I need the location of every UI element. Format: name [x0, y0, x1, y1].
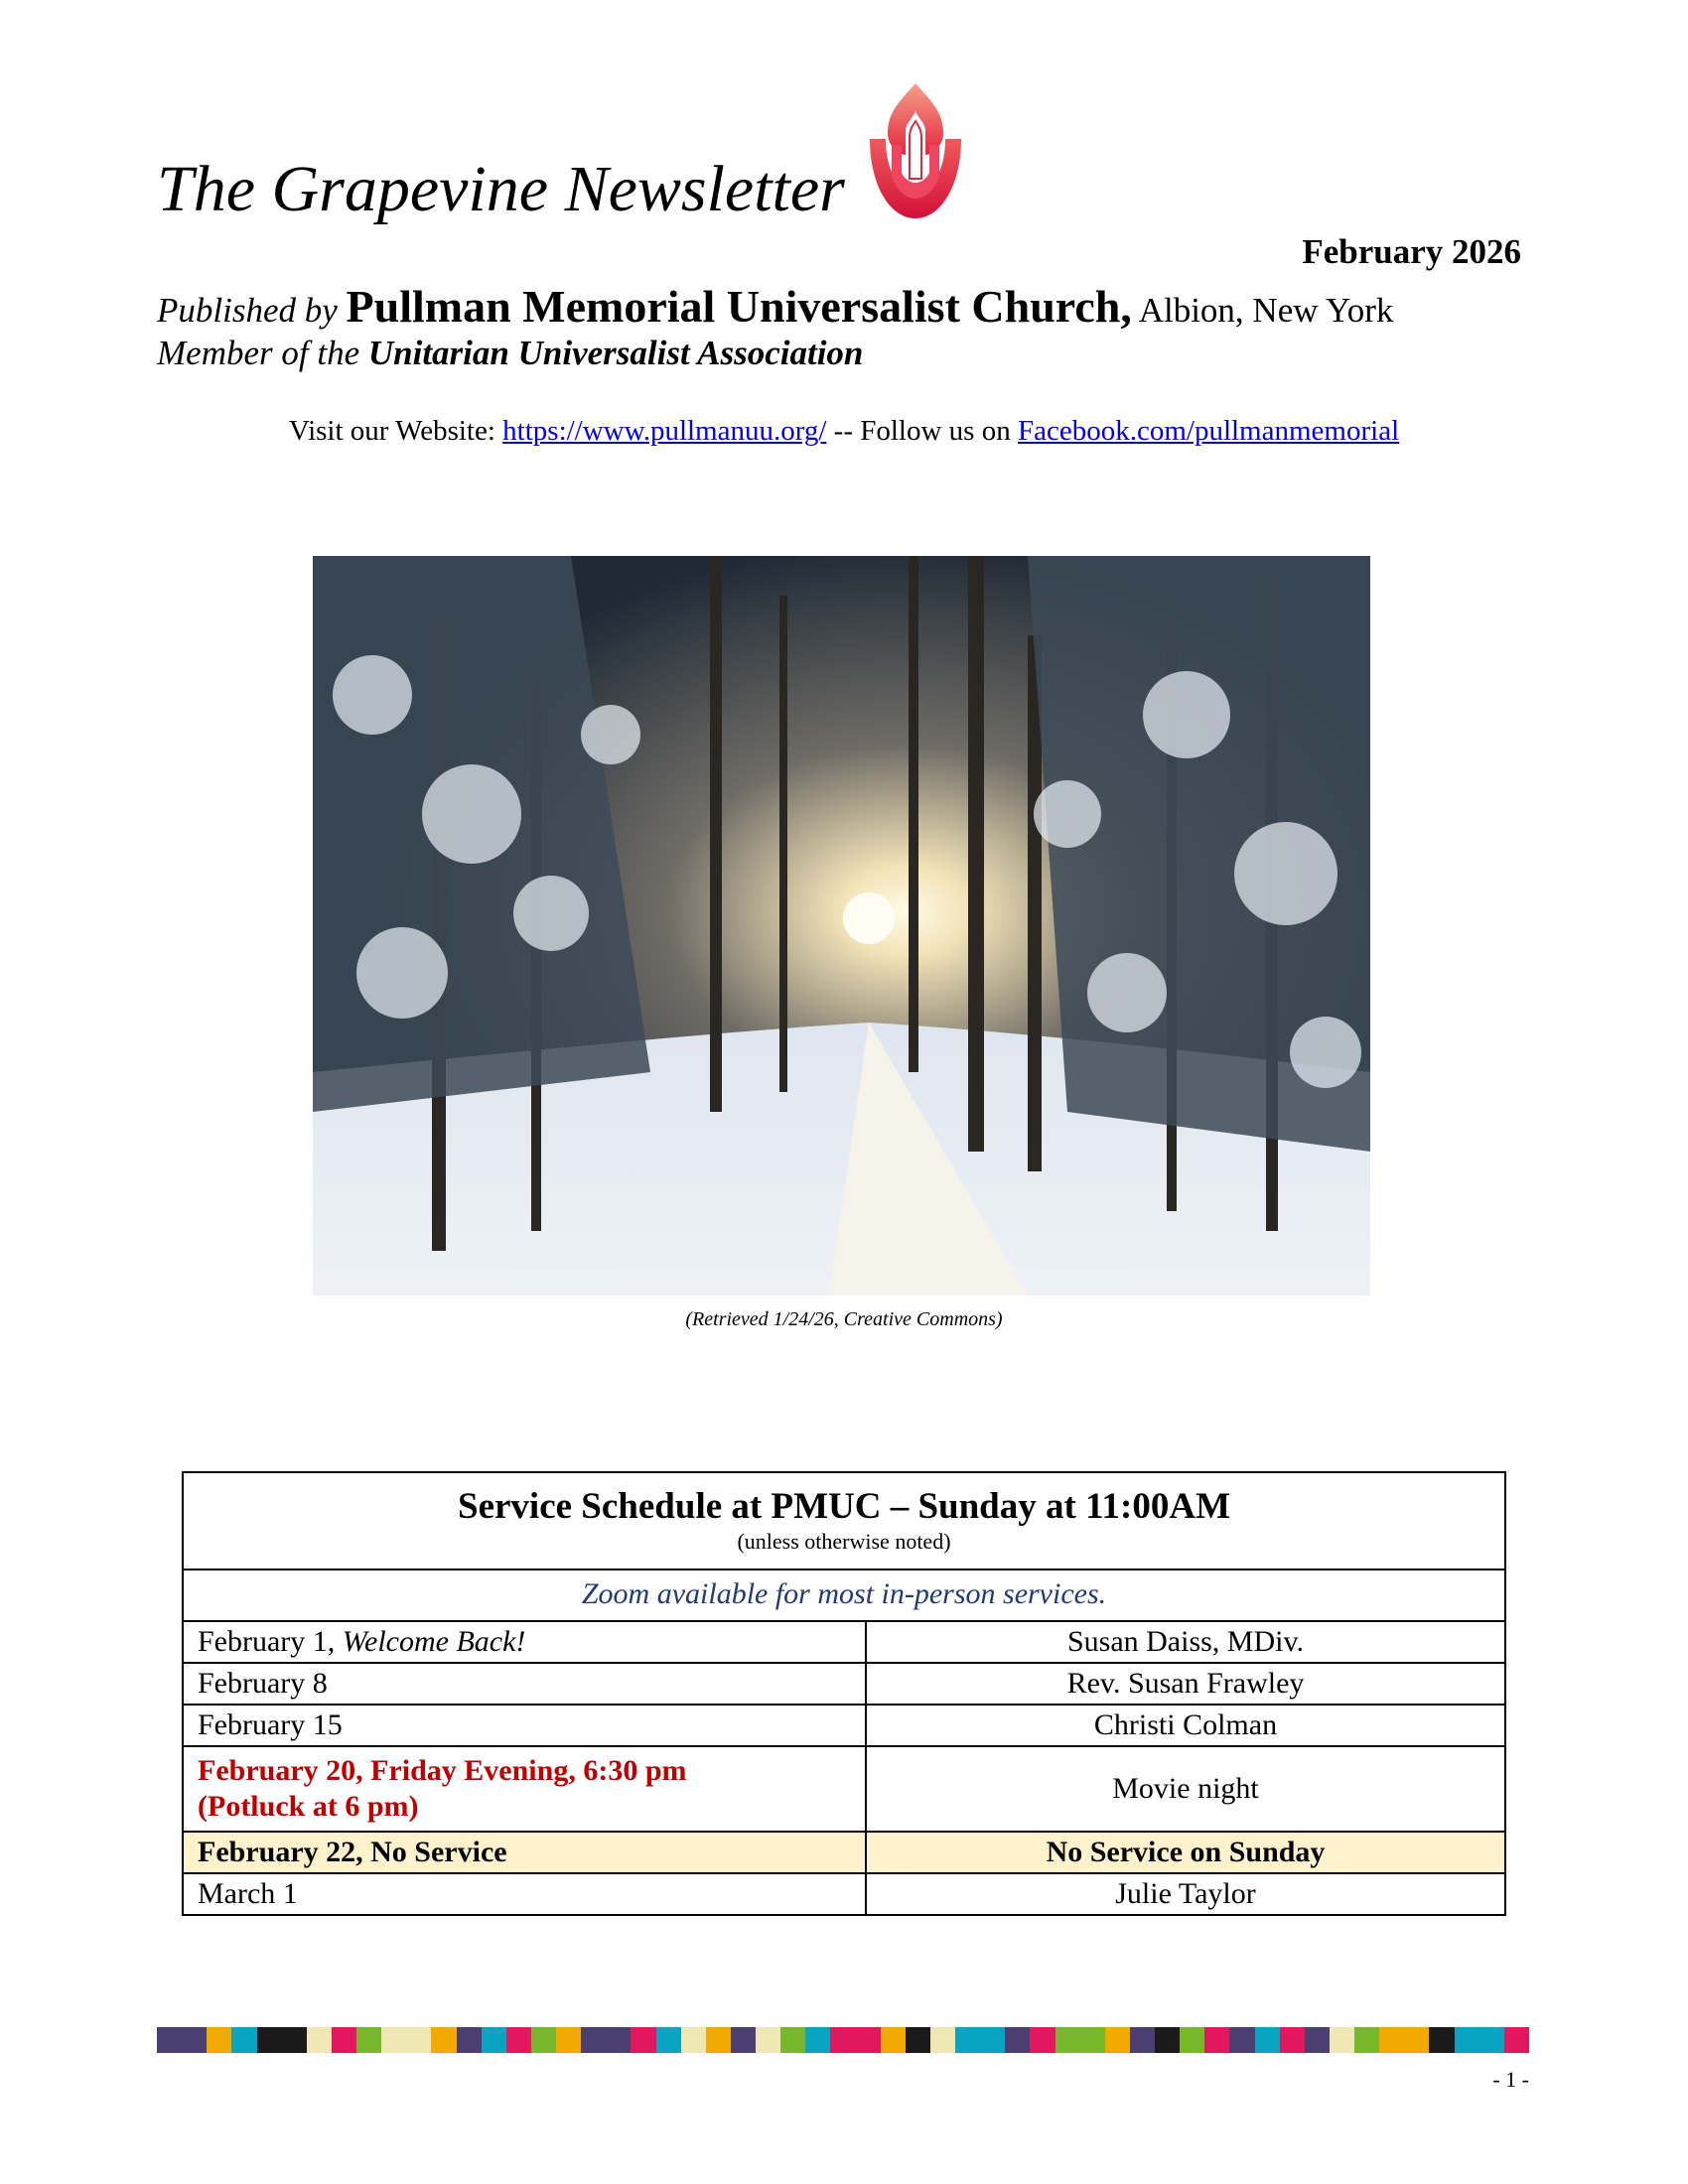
color-bar-segment: [780, 2027, 805, 2053]
chalice-logo: [862, 81, 969, 222]
service-date: February 15: [183, 1705, 866, 1746]
service-date: February 22, No Service: [183, 1832, 866, 1873]
color-bar-segment: [656, 2027, 681, 2053]
website-prefix: Visit our Website:: [288, 415, 495, 447]
color-bar-segment: [980, 2027, 1005, 2053]
table-row: [183, 1705, 1505, 1746]
table-header-row: [183, 1472, 1505, 1570]
color-bar-segment: [1429, 2027, 1454, 2053]
color-bar-segment: [457, 2027, 482, 2053]
newsletter-title: The Grapevine Newsletter: [157, 153, 845, 225]
table-row: [183, 1621, 1505, 1663]
color-bar-segment: [307, 2027, 332, 2053]
service-date: March 1: [183, 1873, 866, 1915]
church-location: Albion, New York: [1138, 291, 1394, 330]
date-text: February 1,: [198, 1625, 343, 1658]
color-bar-segment: [332, 2027, 356, 2053]
service-date: February 8: [183, 1663, 866, 1705]
color-bar-segment: [881, 2027, 906, 2053]
color-bar-segment: [1055, 2027, 1080, 2053]
schedule-title: Service Schedule at PMUC – Sunday at 11:00AM: [458, 1486, 1230, 1527]
color-bar-segment: [406, 2027, 431, 2053]
facebook-link[interactable]: Facebook.com/pullmanmemorial: [1017, 415, 1400, 447]
follow-text: -- Follow us on: [833, 415, 1011, 447]
color-bar-segment: [356, 2027, 381, 2053]
schedule-subtitle: (unless otherwise noted): [737, 1529, 951, 1554]
service-speaker: No Service on Sunday: [866, 1832, 1505, 1873]
published-line: [157, 280, 1393, 333]
page-number: - 1 -: [1492, 2067, 1529, 2092]
member-of-label: Member of the: [157, 334, 360, 372]
color-bar-segment: [1379, 2027, 1404, 2053]
color-bar-segment: [856, 2027, 881, 2053]
website-link[interactable]: https://www.pullmanuu.org/: [502, 415, 827, 447]
color-bar-segment: [506, 2027, 531, 2053]
links-line: [0, 415, 1688, 448]
color-bar-segment: [556, 2027, 581, 2053]
color-bar-segment: [381, 2027, 406, 2053]
published-by-label: Published by: [157, 291, 338, 330]
color-bar-segment: [207, 2027, 231, 2053]
color-bar-segment: [531, 2027, 556, 2053]
color-bar-segment: [1479, 2027, 1504, 2053]
table-row: [183, 1832, 1505, 1873]
member-line: [157, 334, 863, 373]
color-bar-segment: [1080, 2027, 1105, 2053]
color-bar-segment: [1305, 2027, 1330, 2053]
decorative-color-bar: [157, 2027, 1529, 2053]
color-bar-segment: [157, 2027, 182, 2053]
color-bar-segment: [257, 2027, 282, 2053]
service-speaker: Rev. Susan Frawley: [866, 1663, 1505, 1705]
zoom-note: Zoom available for most in-person services.: [183, 1570, 1505, 1621]
photo-caption: (Retrieved 1/24/26, Creative Commons): [685, 1308, 1003, 1330]
zoom-note-row: [183, 1570, 1505, 1621]
snowy-forest-photo: [313, 556, 1370, 1296]
service-speaker: Susan Daiss, MDiv.: [866, 1621, 1505, 1663]
color-bar-segment: [1255, 2027, 1280, 2053]
color-bar-segment: [606, 2027, 631, 2053]
table-row: [183, 1663, 1505, 1705]
color-bar-segment: [830, 2027, 855, 2053]
service-date: [183, 1621, 866, 1663]
color-bar-segment: [706, 2027, 731, 2053]
color-bar-segment: [1404, 2027, 1429, 2053]
color-bar-segment: [182, 2027, 207, 2053]
color-bar-segment: [955, 2027, 980, 2053]
color-bar-segment: [581, 2027, 606, 2053]
color-bar-segment: [756, 2027, 780, 2053]
color-bar-segment: [906, 2027, 930, 2053]
date-line-2: (Potluck at 6 pm): [198, 1790, 419, 1823]
date-note: Welcome Back!: [342, 1625, 526, 1658]
service-speaker: Movie night: [866, 1746, 1505, 1832]
color-bar-segment: [1180, 2027, 1204, 2053]
color-bar-segment: [681, 2027, 706, 2053]
service-speaker: Julie Taylor: [866, 1873, 1505, 1915]
color-bar-segment: [1280, 2027, 1305, 2053]
service-date: [183, 1746, 866, 1832]
color-bar-segment: [1105, 2027, 1130, 2053]
color-bar-segment: [1330, 2027, 1354, 2053]
association-name: Unitarian Universalist Association: [367, 334, 864, 372]
color-bar-segment: [1030, 2027, 1055, 2053]
color-bar-segment: [631, 2027, 655, 2053]
service-speaker: Christi Colman: [866, 1705, 1505, 1746]
color-bar-segment: [1229, 2027, 1254, 2053]
date-line-1: February 20, Friday Evening, 6:30 pm: [198, 1754, 687, 1787]
color-bar-segment: [805, 2027, 830, 2053]
color-bar-segment: [1155, 2027, 1180, 2053]
table-row: [183, 1873, 1505, 1915]
color-bar-segment: [1354, 2027, 1379, 2053]
church-name: Pullman Memorial Universalist Church,: [346, 281, 1132, 332]
color-bar-segment: [482, 2027, 506, 2053]
color-bar-segment: [1455, 2027, 1479, 2053]
color-bar-segment: [731, 2027, 756, 2053]
color-bar-segment: [930, 2027, 955, 2053]
issue-date: February 2026: [1302, 232, 1521, 271]
color-bar-segment: [1130, 2027, 1155, 2053]
color-bar-segment: [231, 2027, 256, 2053]
color-bar-segment: [1204, 2027, 1229, 2053]
color-bar-segment: [282, 2027, 307, 2053]
color-bar-segment: [431, 2027, 456, 2053]
table-row: [183, 1746, 1505, 1832]
service-schedule-table: [182, 1471, 1506, 1916]
color-bar-segment: [1005, 2027, 1030, 2053]
schedule-header: [183, 1472, 1505, 1570]
color-bar-segment: [1504, 2027, 1529, 2053]
